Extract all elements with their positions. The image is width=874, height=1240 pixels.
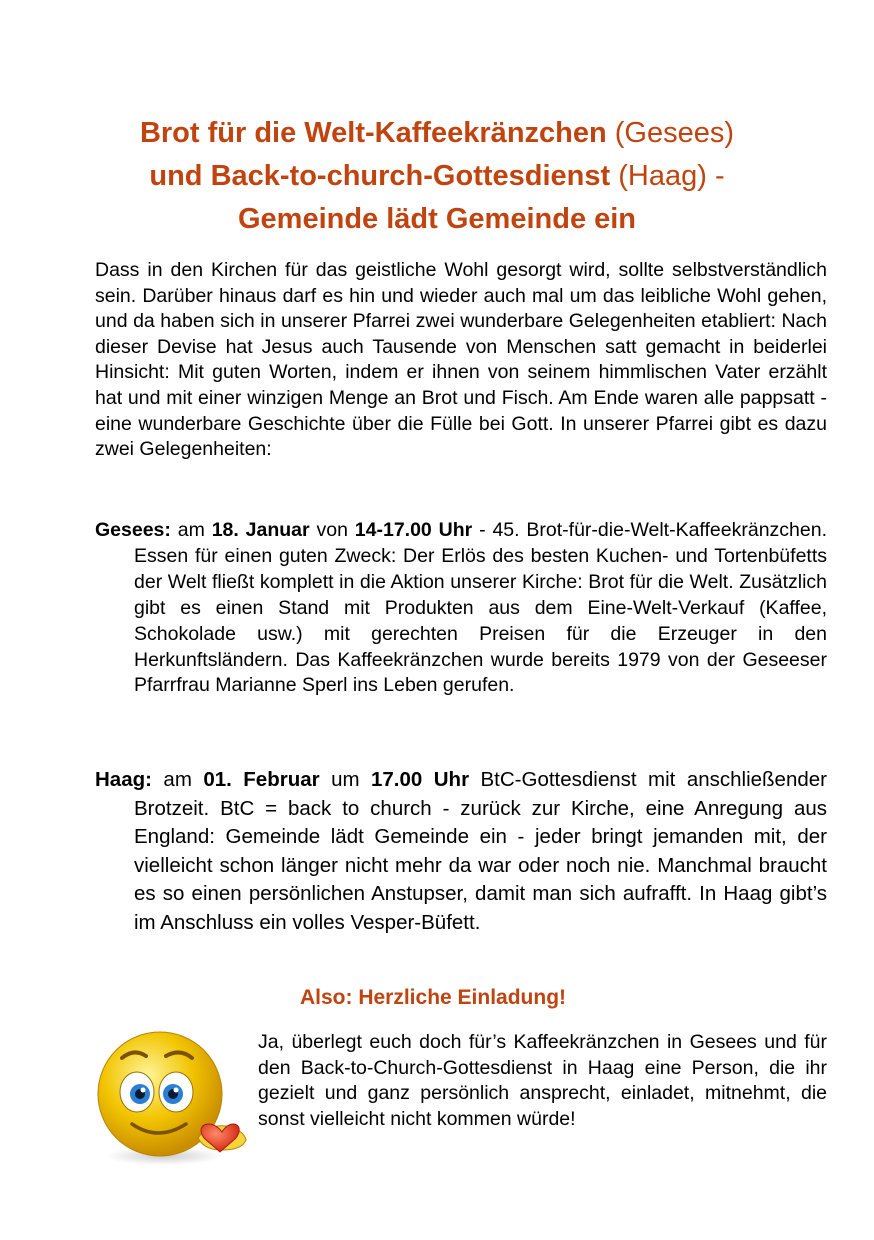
intro-paragraph: Dass in den Kirchen für das geistliche Wohl gesorgt wird, sollte selbstverständlich sein. Darüber hinaus darf es hin und wieder auch mal um das leibliche Wohl gehen, und da haben sich in unserer Pfarrei zwei wunderbare Gelegenheiten etabliert: Nach dieser Devise hat Jesus auch Tausende von Menschen satt gemacht in beiderlei Hinsicht: Mit guten Worten, indem er ihnen von seinem himmlischen Vater erzählt hat und mit einer winzigen Menge an Brot und Fisch. Am Ende waren alle pappsatt - eine wunderbare Geschichte über die Fülle bei Gott. In unserer Pfarrei gibt es dazu zwei Gelegenheiten: bbox=[95, 259, 827, 461]
haag-date: 01. Februar bbox=[203, 768, 320, 791]
gesees-place: Gesees: bbox=[95, 519, 171, 541]
haag-place: Haag: bbox=[95, 768, 152, 791]
gesees-entry: Gesees: am 18. Januar von 14-17.00 Uhr - 45. Brot-für-die-Welt-Kaffeekränzchen. Essen für einen guten Zweck: Der Erlös des besten Kuchen- und Tortenbüfetts der Welt fließt komplett in die Aktion unserer Kirche: Brot für die Welt. Zusätzlich gibt es einen Stand mit Produkten aus dem Eine-Welt-Verkauf (Kaffee, Schokolade usw.) mit gerechten Preisen für die Erzeuger in den Herkunftsländern. Das Kaffeekränzchen wurde bereits 1979 von der Geseeser Pfarrfrau Marianne Sperl ins Leben gerufen. bbox=[95, 519, 827, 697]
smiley-with-heart-icon bbox=[92, 1026, 252, 1168]
gesees-date: 18. Januar bbox=[211, 519, 310, 541]
page-title bbox=[60, 112, 814, 241]
haag-entry: Haag: am 01. Februar um 17.00 Uhr BtC-Gottesdienst mit anschließender Brotzeit. BtC = back to church - zurück zur Kirche, eine Anregung aus England: Gemeinde lädt Gemeinde ein - jeder bringt jemanden mit, der vielleicht schon länger nicht mehr da war oder noch nie. Manchmal braucht es so einen persönlichen Anstupser, damit man sich aufrafft. In Haag gibt’s im Anschluss ein volles Vesper-Büfett. bbox=[95, 768, 827, 934]
gesees-text: - 45. Brot-für-die-Welt-Kaffeekränzchen. Essen für einen guten Zweck: Der Erlös des besten Kuchen- und Tortenbüfetts der Welt fließt komplett in die Aktion unserer Kirche: Brot für die Welt. Zusätzlich gibt es einen Stand mit Produkten aus dem Eine-Welt-Verkauf (Kaffee, Schokolade usw.) mit gerechten Preisen für die Erzeuger in den Herkunftsländern. Das Kaffeekränzchen wurde bereits 1979 von der Geseeser Pfarrfrau Marianne Sperl ins Leben gerufen. bbox=[134, 519, 827, 697]
haag-text: BtC-Gottesdienst mit anschließender Brotzeit. BtC = back to church - zurück zur Kirche, eine Anregung aus England: Gemeinde lädt Gemeinde ein - jeder bringt jemanden mit, der vielleicht schon länger nicht mehr da war oder noch nie. Manchmal braucht es so einen persönlichen Anstupser, damit man sich aufrafft. In Haag gibt’s im Anschluss ein volles Vesper-Büfett. bbox=[134, 768, 827, 934]
title-line-1: Brot für die Welt-Kaffeekränzchen (Gesees) bbox=[139, 117, 735, 149]
gesees-time: 14-17.00 Uhr bbox=[354, 519, 473, 541]
haag-time: 17.00 Uhr bbox=[371, 768, 470, 791]
final-paragraph: Ja, überlegt euch doch für’s Kaffeekränzchen in Gesees und für den Back-to-Church-Gottesdienst in Haag eine Person, die ihr gezielt und ganz persönlich ansprecht, einladet, mitnehmt, die sonst vielleicht nicht kommen würde! bbox=[258, 1031, 827, 1130]
invitation-heading: Also: Herzliche Einladung! bbox=[300, 986, 567, 1009]
title-line-2: und Back-to-church-Gottesdienst (Haag) - bbox=[149, 160, 725, 192]
title-line-3: Gemeinde lädt Gemeinde ein bbox=[237, 203, 637, 235]
